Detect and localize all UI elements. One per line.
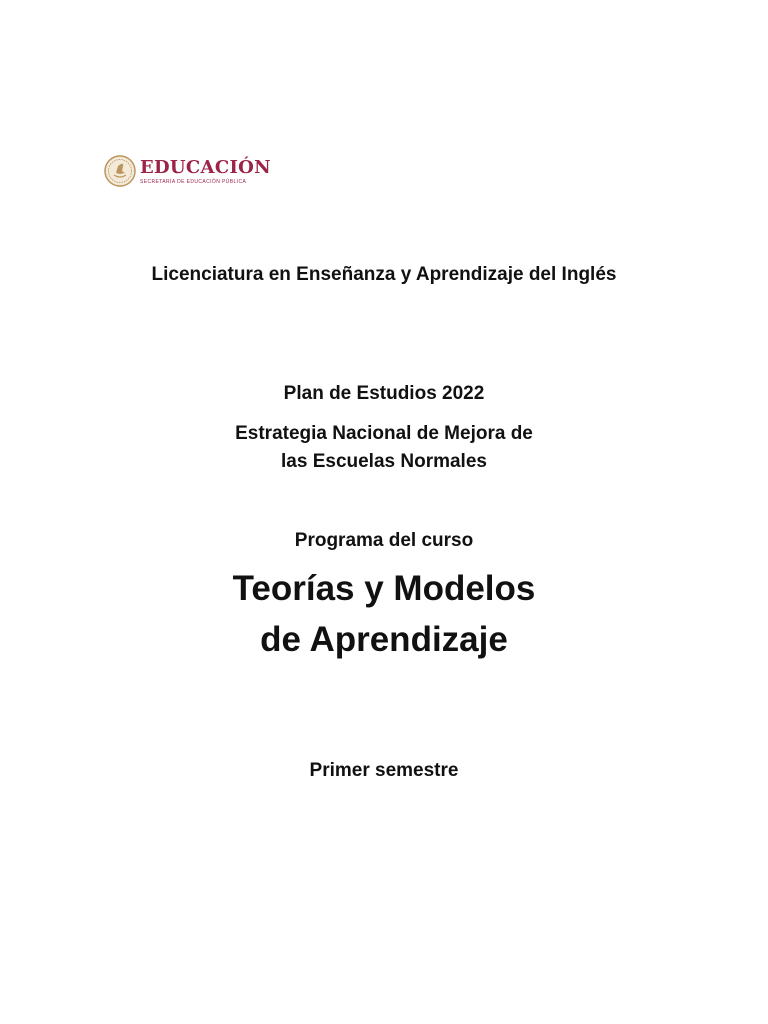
sep-logo [104,155,271,187]
semester-label: Primer semestre [309,760,459,781]
mexican-seal-icon [104,155,136,187]
study-plan: Plan de Estudios 2022 [283,383,485,404]
logo-name: EDUCACIÓN [140,156,271,178]
logo-subtitle: SECRETARÍA DE EDUCACIÓN PÚBLICA [140,178,247,185]
degree-title: Licenciatura en Enseñanza y Aprendizaje del Inglés [151,264,617,285]
strategy-line-2: las Escuelas Normales [281,451,487,472]
course-title-line-1: Teorías y Modelos [232,569,536,608]
program-label: Programa del curso [294,530,474,551]
course-title-line-2: de Aprendizaje [260,620,508,659]
strategy-line-1: Estrategia Nacional de Mejora de [235,423,533,444]
